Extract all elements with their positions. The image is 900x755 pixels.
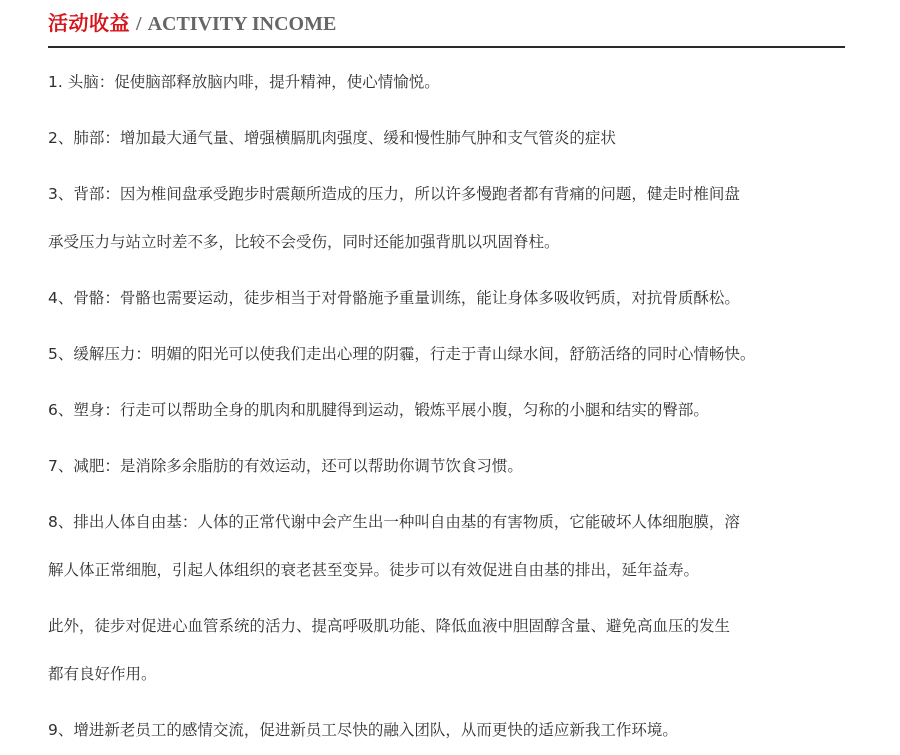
benefit-item-2 xyxy=(48,122,858,154)
section-title-chinese: 活动收益 xyxy=(48,11,130,35)
benefit-text-line: 3、背部：因为椎间盘承受跑步时震颠所造成的压力，所以许多慢跑者都有背痛的问题，健走时椎间盘 xyxy=(48,185,740,203)
benefit-text-line: 此外，徒步对促进心血管系统的活力、提高呼吸肌功能、降低血液中胆固醇含量、避免高血压的发生 xyxy=(48,617,731,635)
benefits-list xyxy=(48,66,858,746)
section-header xyxy=(48,8,845,48)
benefit-text-line: 7、减肥：是消除多余脂肪的有效运动，还可以帮助你调节饮食习惯。 xyxy=(48,457,523,475)
benefit-text-line: 9、增进新老员工的感情交流，促进新员工尽快的融入团队，从而更快的适应新我工作环境。 xyxy=(48,721,678,739)
benefit-text-line: 承受压力与站立时差不多，比较不会受伤，同时还能加强背肌以巩固脊柱。 xyxy=(48,233,560,251)
additional-benefit-paragraph xyxy=(48,610,858,690)
benefit-item-7 xyxy=(48,450,858,482)
benefit-text-line: 解人体正常细胞，引起人体组织的衰老甚至变异。徒步可以有效促进自由基的排出，延年益寿。 xyxy=(48,561,700,579)
section-title-english: ACTIVITY INCOME xyxy=(147,13,337,35)
benefit-text-line: 6、塑身：行走可以帮助全身的肌肉和肌腱得到运动，锻炼平展小腹，匀称的小腿和结实的臀部。 xyxy=(48,401,709,419)
benefit-text-line: 4、骨骼：骨骼也需要运动，徒步相当于对骨骼施予重量训练，能让身体多吸收钙质，对抗骨质酥松。 xyxy=(48,289,740,307)
benefit-item-4 xyxy=(48,282,858,314)
benefit-text-line: 8、排出人体自由基：人体的正常代谢中会产生出一种叫自由基的有害物质，它能破坏人体细胞膜，溶 xyxy=(48,513,740,531)
benefit-text-line: 2、肺部：增加最大通气量、增强横膈肌肉强度、缓和慢性肺气肿和支气管炎的症状 xyxy=(48,129,616,147)
benefit-text-line: 1. 头脑：促使脑部释放脑内啡，提升精神，使心情愉悦。 xyxy=(48,73,440,91)
section-title-separator: / xyxy=(136,13,142,35)
benefit-item-3 xyxy=(48,178,858,258)
benefit-item-1 xyxy=(48,66,858,98)
section-title xyxy=(48,9,336,39)
benefit-text-line: 5、缓解压力：明媚的阳光可以使我们走出心理的阴霾，行走于青山绿水间，舒筋活络的同时心情畅快。 xyxy=(48,345,756,363)
benefit-item-5 xyxy=(48,338,858,370)
benefit-item-8 xyxy=(48,506,858,586)
benefit-text-line: 都有良好作用。 xyxy=(48,665,157,683)
benefit-item-9 xyxy=(48,714,858,746)
benefit-item-6 xyxy=(48,394,858,426)
